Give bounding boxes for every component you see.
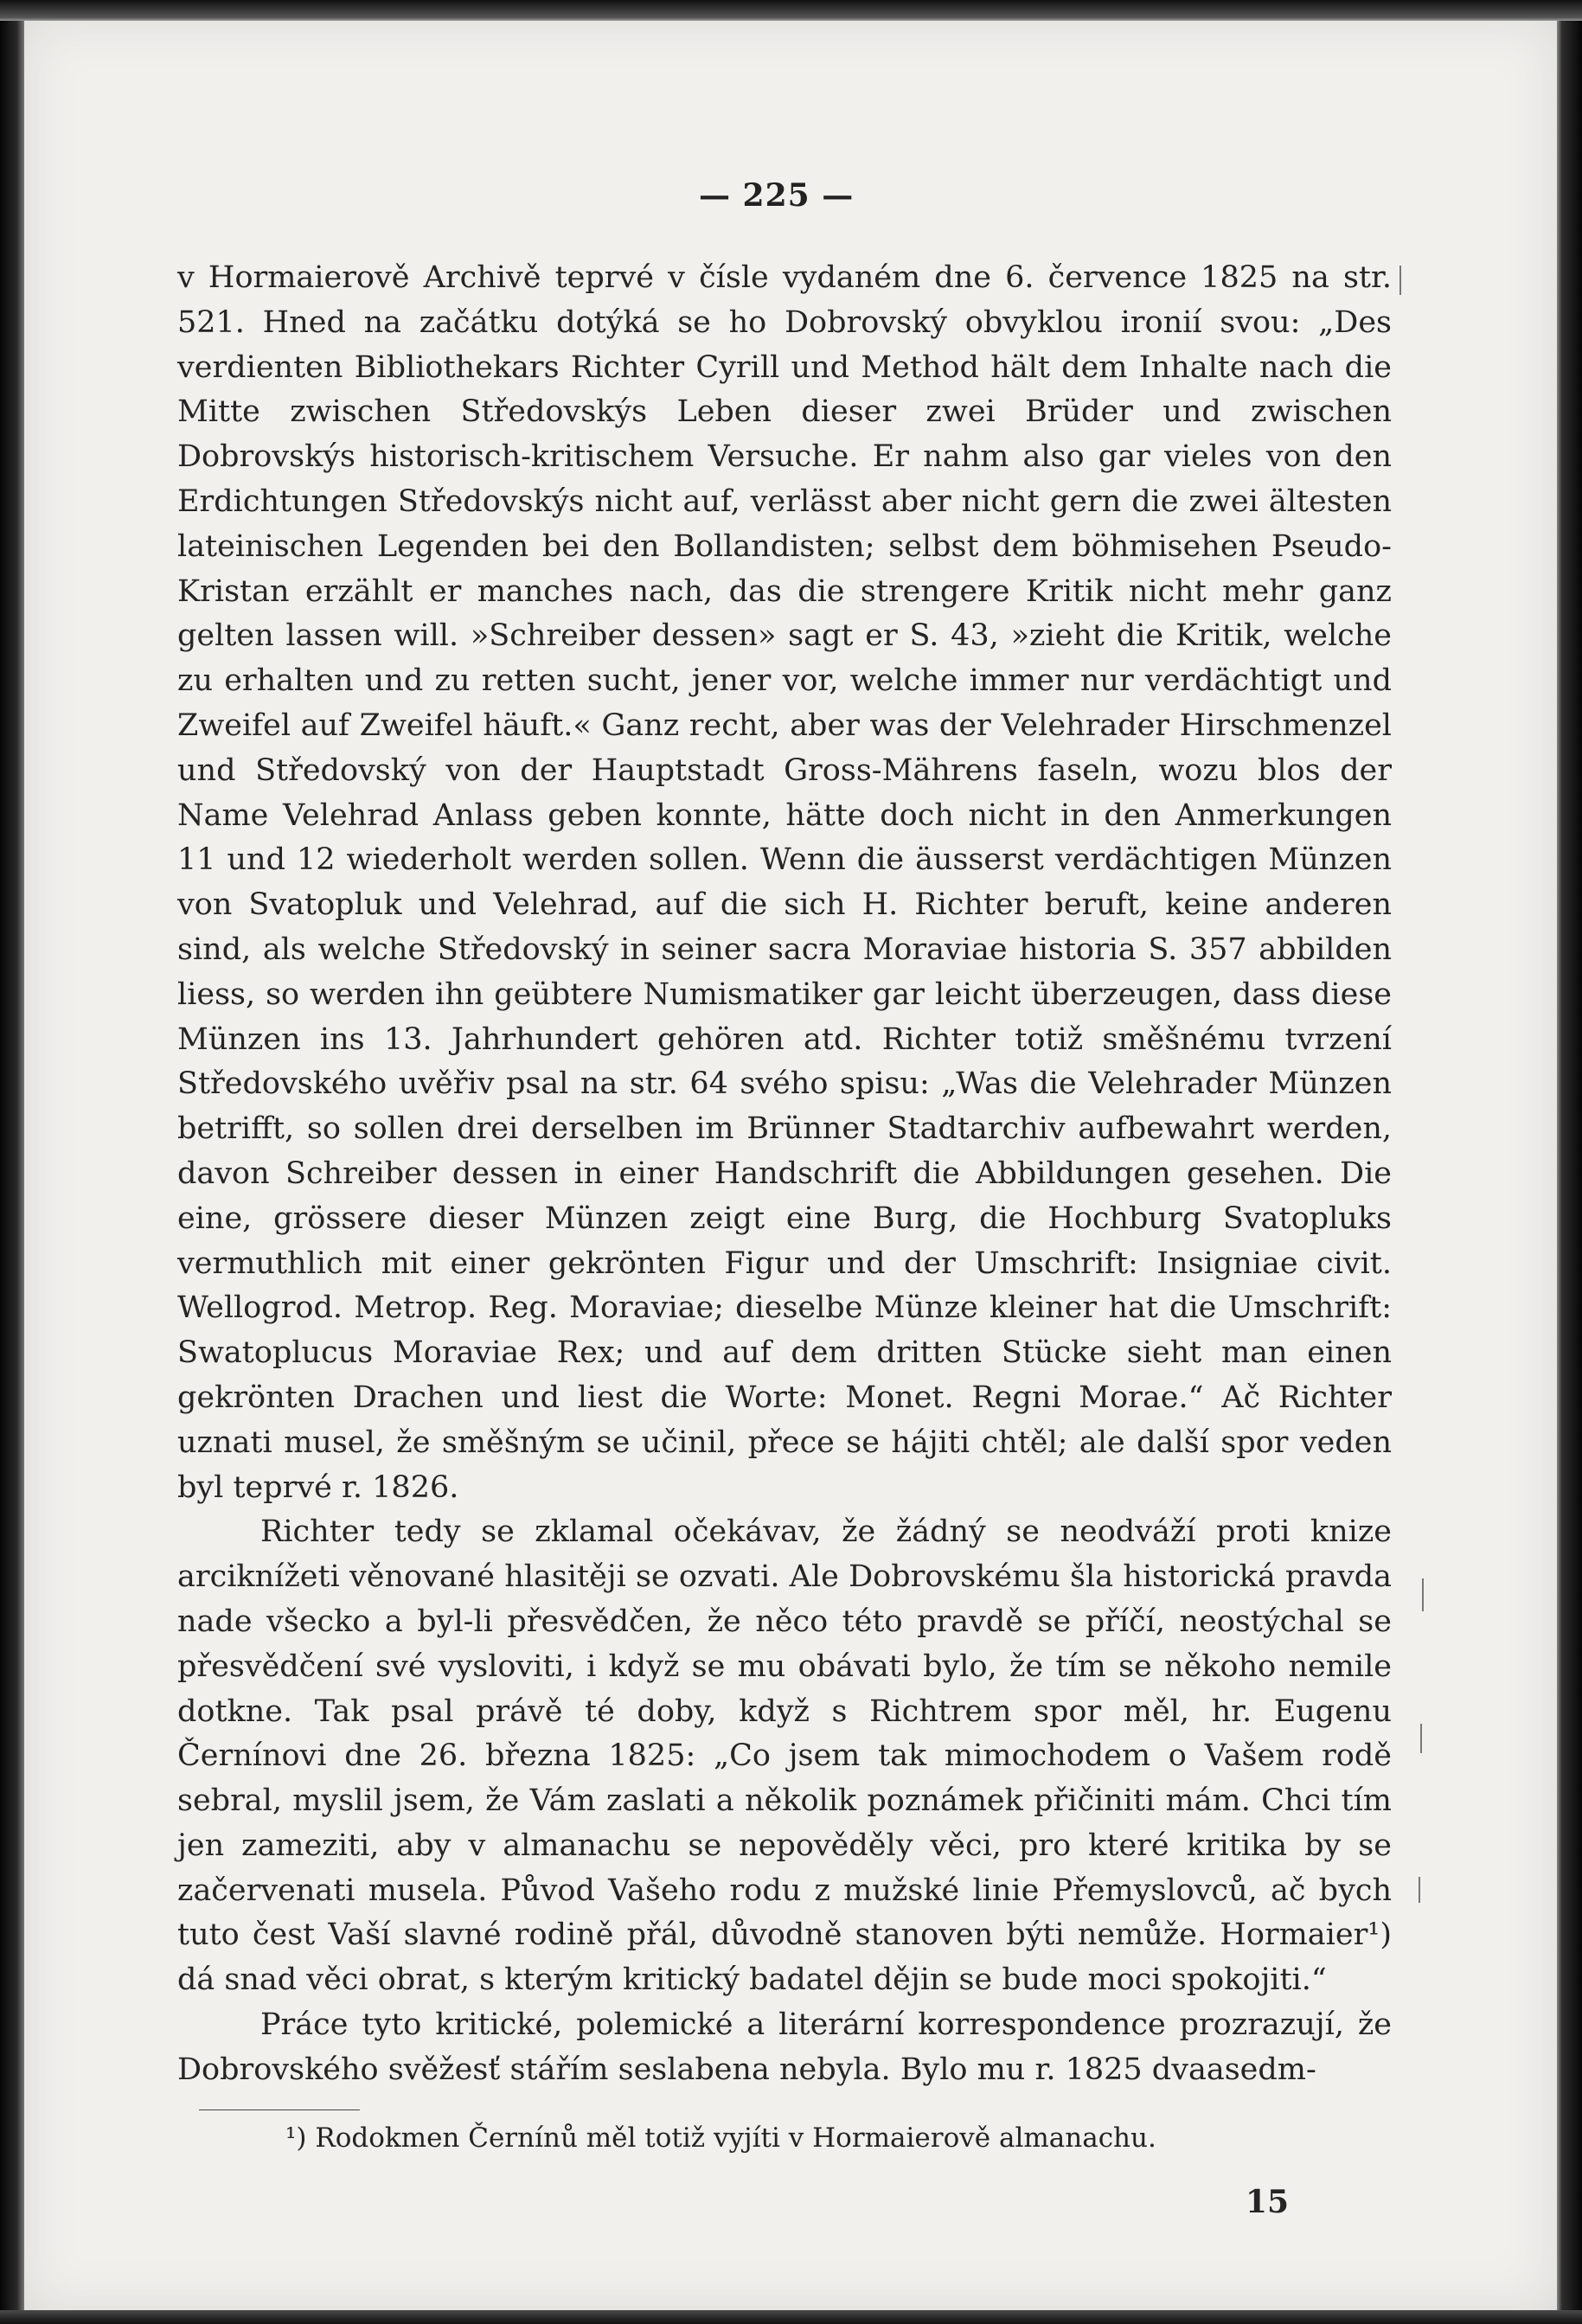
top-scan-border — [0, 0, 1582, 21]
paragraph-2: Richter tedy se zklamal očekávav, že žádný se neodváží proti knize arciknížeti věnované hlasitěji se ozvati. Ale Dobrovskému šla historická pravda nade všecko a byl-li přesvědčen, že něco této pravdě se příčí, neostýchal se přesvědčení své vysloviti, i když se mu obávati bylo, že tím se někoho nemile dotkne. Tak psal právě té doby, když s Richtrem spor měl, hr. Eugenu Černínovi dne 26. března 1825: „Co jsem tak mimochodem o Vašem rodě sebral, myslil jsem, že Vám zaslati a několik poznámek přičiniti mám. Chci tím jen zameziti, aby v almanachu se nepověděly věci, pro které kritika by se začervenati musela. Původ Vašeho rodu z mužské linie Přemyslovců, ač bych tuto čest Vaší slavné rodině přál, důvodně stanoven býti nemůže. Hormaier¹) dá snad věci obrat, s kterým kritický badatel dějin se bude moci spokojiti.“ — [177, 1514, 1392, 1998]
bottom-scan-border — [0, 2310, 1582, 2324]
margin-mark — [1420, 1724, 1422, 1753]
signature-mark: 15 — [1246, 2184, 1290, 2220]
footnote: ¹) Rodokmen Černínů měl totiž vyjíti v Hormaierově almanachu. — [285, 2122, 1156, 2154]
paragraph-3: Práce tyto kritické, polemické a literární korrespondence prozrazují, že Dobrovského svěžesť stářím seslabena nebyla. Bylo mu r. 1825 dvaasedm- — [177, 2007, 1392, 2087]
main-text — [177, 256, 1392, 2093]
margin-mark — [1419, 1877, 1420, 1903]
page-number: — 225 — — [699, 177, 855, 214]
margin-mark — [1422, 1578, 1424, 1611]
right-scan-border — [1557, 0, 1582, 2324]
paragraph-1: v Hormaierově Archivě teprvé v čísle vydaném dne 6. července 1825 na str. 521. Hned na začátku dotýká se ho Dobrovský obvyklou ironií svou: „Des verdienten Bibliothekars Richter Cyrill und Method hält dem Inhalte nach die Mitte zwischen Středovskýs Leben dieser zwei Brüder und zwischen Dobrovskýs historisch-kritischem Versuche. Er nahm also gar vieles von den Erdichtungen Středovskýs nicht auf, verlässt aber nicht gern die zwei ältesten lateinischen Legenden bei den Bollandisten; selbst dem böhmisehen Pseudo-Kristan erzählt er manches nach, das die strengere Kritik nicht mehr ganz gelten lassen will. »Schreiber dessen» sagt er S. 43, »zieht die Kritik, welche zu erhalten und zu retten sucht, jener vor, welche immer nur verdächtigt und Zweifel auf Zweifel häuft.« Ganz recht, aber was der Velehrader Hirschmenzel und Středovský von der Hauptstadt Gross-Mährens faseln, wozu blos der Name Velehrad Anlass geben konnte, hätte doch nicht in den Anmerkungen 11 und 12 wiederholt werden sollen. Wenn die äusserst verdächtigen Münzen von Svatopluk und Velehrad, auf die sich H. Richter beruft, keine anderen sind, als welche Středovský in seiner sacra Moraviae historia S. 357 abbilden liess, so werden ihn geübtere Numismatiker gar leicht überzeugen, dass diese Münzen ins 13. Jahrhundert gehören atd. Richter totiž směšnému tvrzení Středovského uvěřiv psal na str. 64 svého spisu: „Was die Velehrader Münzen betrifft, so sollen drei derselben im Brünner Stadtarchiv aufbewahrt werden, davon Schreiber dessen in einer Handschrift die Abbildungen gesehen. Die eine, grössere dieser Münzen zeigt eine Burg, die Hochburg Svatopluks vermuthlich mit einer gekrönten Figur und der Umschrift: Insigniae civit. Wellogrod. Metrop. Reg. Moraviae; dieselbe Münze kleiner hat die Umschrift: Swatoplucus Moraviae Rex; und auf dem dritten Stücke sieht man einen gekrönten Drachen und liest die Worte: Monet. Regni Morae.“ Ač Richter uznati musel, že směšným se učinil, přece se hájiti chtěl; ale další spor veden byl teprvé r. 1826. — [177, 260, 1392, 1505]
margin-mark — [1399, 266, 1401, 295]
left-scan-border — [0, 0, 24, 2324]
